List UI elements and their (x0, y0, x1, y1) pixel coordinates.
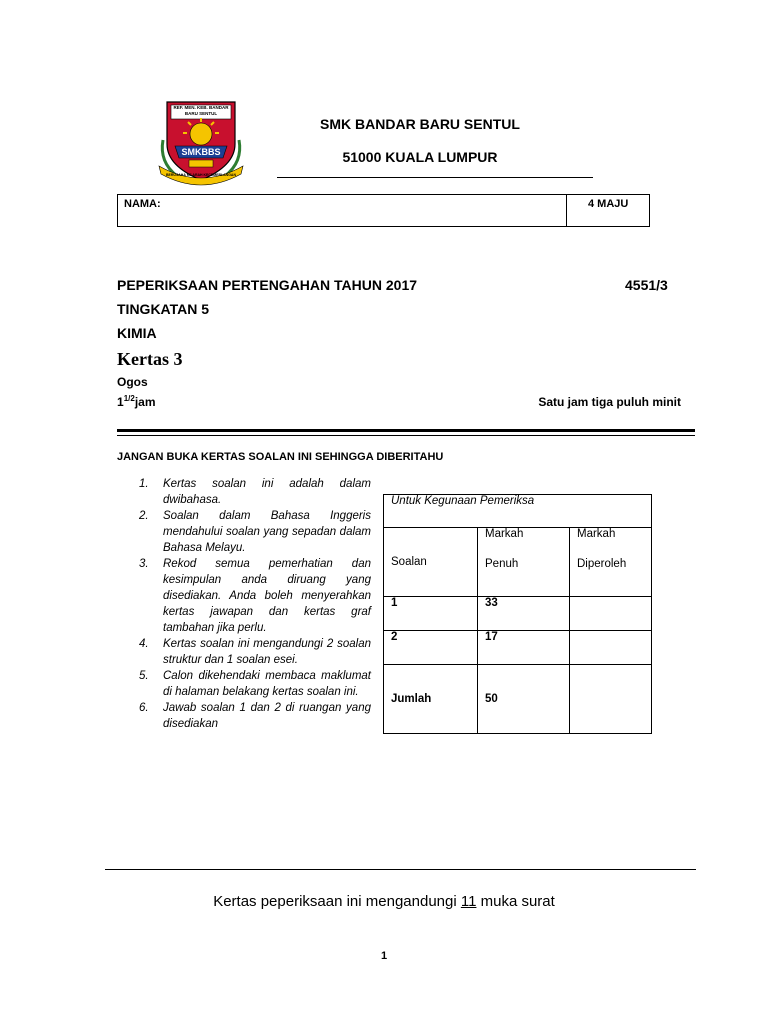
marks-obtained-cell[interactable] (570, 597, 652, 631)
exam-month: Ogos (117, 375, 148, 389)
col-full-marks-header: Markah Penuh (478, 528, 570, 597)
subject-name: KIMIA (117, 325, 157, 341)
examiner-marks-table (383, 494, 652, 734)
duration-unit: jam (134, 395, 156, 409)
duration-whole: 1 (117, 395, 124, 409)
form-level: TINGKATAN 5 (117, 301, 210, 317)
class-label: 4 MAJU (588, 198, 629, 210)
table-row: 2 17 (384, 631, 652, 665)
col-question-header: Soalan (384, 528, 478, 597)
page-count-note: Kertas peperiksaan ini mengandungi 11 muka surat (213, 893, 555, 910)
school-underline (277, 177, 593, 178)
paper-number: Kertas 3 (117, 349, 183, 369)
name-label: NAMA: (124, 198, 161, 210)
crest-motto: BERUSAHA KE ARAH KECEMERLANGAN (166, 173, 236, 177)
total-obtained-cell[interactable] (570, 665, 652, 734)
list-item: 6. Jawab soalan 1 dan 2 di ruangan yang disediakan (139, 702, 371, 730)
do-not-open-warning: JANGAN BUKA KERTAS SOALAN INI SEHINGGA DIBERITAHU (117, 451, 444, 463)
marks-obtained-cell[interactable] (570, 631, 652, 665)
list-item: 2. Soalan dalam Bahasa Inggeris mendahului soalan yang sepadan dalam Bahasa Melayu. (139, 510, 371, 554)
school-crest-logo (155, 100, 247, 186)
crest-ring-text: REF. MEN. KEB. BANDAR BARU SENTUL (173, 105, 229, 116)
duration-in-words: Satu jam tiga puluh minit (538, 395, 681, 409)
col-marks-obtained-header: Markah Diperoleh (570, 528, 652, 597)
list-item: 4. Kertas soalan ini mengandungi 2 soalan struktur dan 1 soalan esei. (139, 638, 371, 666)
section-divider (117, 429, 695, 436)
exam-title: PEPERIKSAAN PERTENGAHAN TAHUN 2017 (117, 277, 418, 293)
name-box-divider (566, 195, 567, 226)
footer-divider (105, 869, 696, 870)
duration-fraction: 1/2 (123, 394, 135, 403)
crest-badge-text: SMKBBS (181, 147, 221, 157)
list-item: 3. Rekod semua pemerhatian dan kesimpulan anda diruang yang disediakan. Anda boleh menyerahkan kertas jawapan dan kertas graf tambahan jika perlu. (139, 558, 371, 634)
page-number: 1 (380, 950, 388, 962)
table-header: Untuk Kegunaan Pemeriksa (384, 495, 652, 528)
page-count: 11 (460, 893, 477, 910)
table-row: 1 33 (384, 597, 652, 631)
instructions-list (121, 476, 371, 732)
list-item: 5. Calon dikehendaki membaca maklumat di halaman belakang kertas soalan ini. (139, 670, 371, 698)
school-name: SMK BANDAR BARU SENTUL (320, 116, 520, 132)
table-row-total: Jumlah 50 (384, 665, 652, 734)
exam-duration (117, 394, 156, 409)
paper-code: 4551/3 (625, 277, 668, 293)
school-city: 51000 KUALA LUMPUR (342, 149, 498, 165)
list-item: 1. Kertas soalan ini adalah dalam dwibahasa. (139, 478, 371, 506)
candidate-name-box (117, 194, 650, 227)
